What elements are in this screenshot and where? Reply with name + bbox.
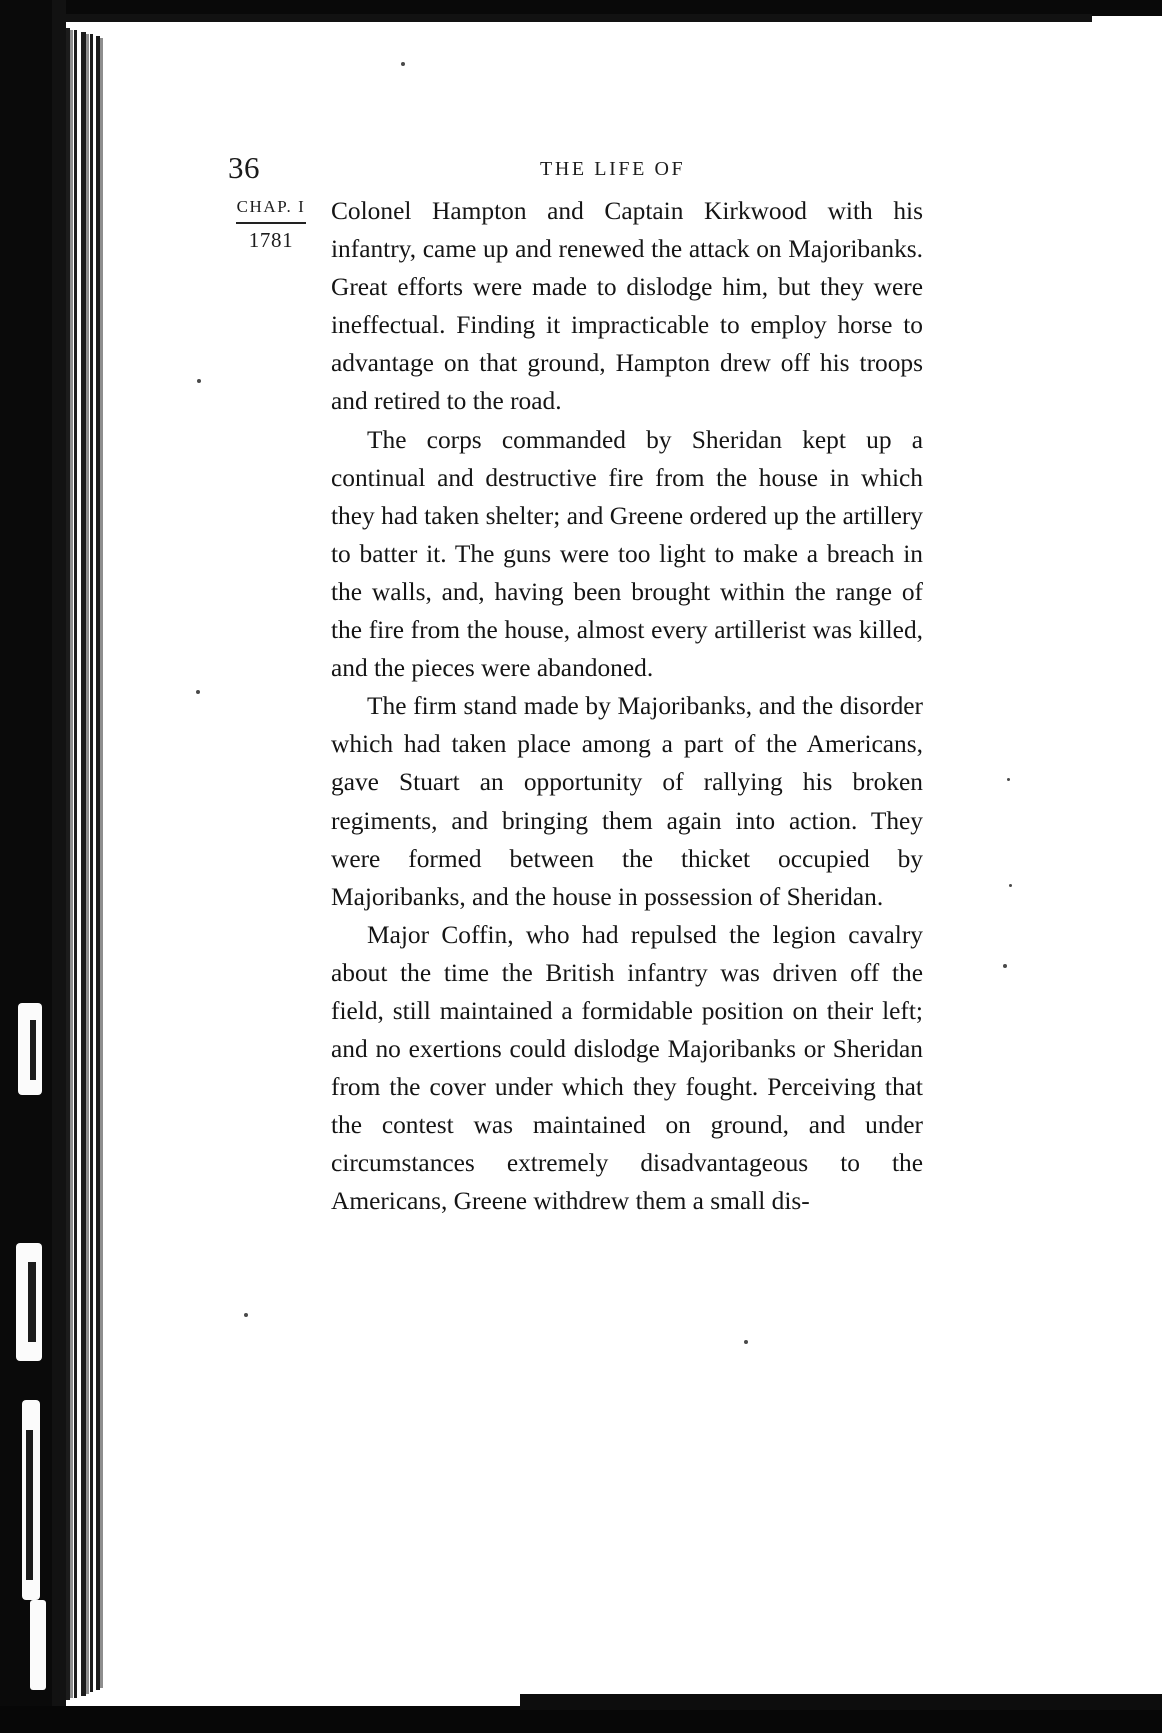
page-number: 36 <box>228 150 260 185</box>
chapter-label: CHAP. I <box>236 197 306 216</box>
marginal-note <box>222 197 320 253</box>
paragraph: The firm stand made by Majoribanks, and the disorder which had taken place among a part of the Americans, gave Stuart an opportunity of rallying his broken regiments, and bringing them again into action. They were formed between the thicket occupied by Majoribanks, and the house in possession of Sheridan. <box>331 692 923 911</box>
paragraph: The corps commanded by Sheridan kept up a continual and destructive fire from the house in which they had taken shelter; and Greene ordered up the artillery to batter it. The guns were too light to make a breach in the walls, and, having been brought within the range of the fire from the house, almost every artillerist was killed, and the pieces were abandoned. <box>331 425 923 683</box>
paragraph: Colonel Hampton and Captain Kirkwood with his infantry, came up and renewed the attack on Majoribanks. Great efforts were made to dislodge him, but they were ineffectual. Finding it impracticable to employ horse to advantage on that ground, Hampton drew off his troops and retired to the road. <box>331 197 923 416</box>
year-label: 1781 <box>248 227 294 252</box>
marginal-rule <box>236 222 306 224</box>
body-text <box>331 192 923 1221</box>
paragraph: Major Coffin, who had repulsed the legion cavalry about the time the British infantry was driven off the field, still maintained a formidable position on their left; and no exertions could dislodge Majoribanks or Sheridan from the cover under which they fought. Perceiving that the contest was maintained on ground, and under circumstances extremely disadvantageous to the Americans, Greene withdrew them a small dis- <box>331 920 923 1216</box>
running-head: THE LIFE OF <box>540 158 686 180</box>
